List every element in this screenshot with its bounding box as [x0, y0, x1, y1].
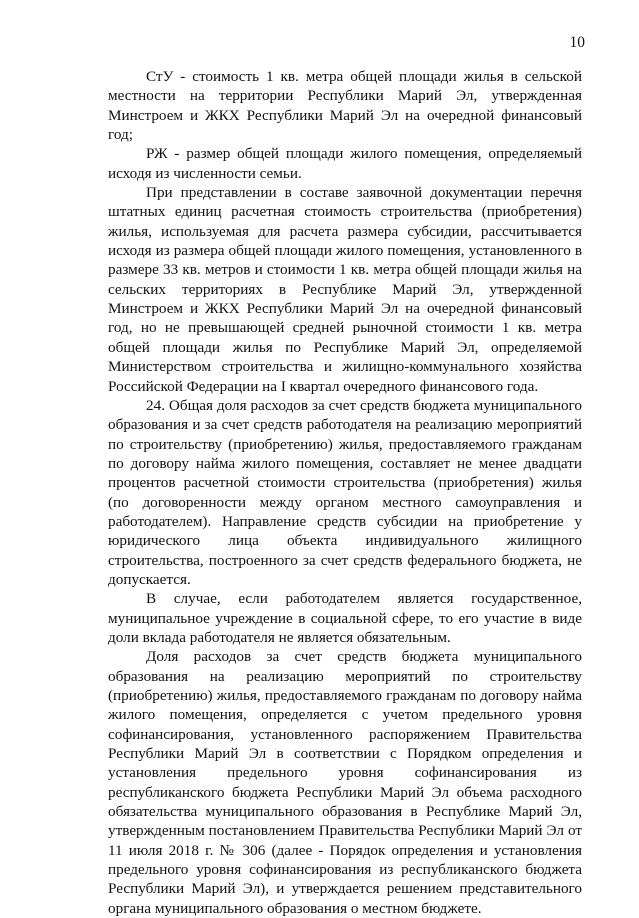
paragraph-rzh-definition: РЖ - размер общей площади жилого помещения, определяемый исходя из численности семьи. [108, 145, 582, 182]
page-number: 10 [569, 34, 585, 51]
paragraph-stu-definition: СтУ - стоимость 1 кв. метра общей площади жилья в сельской местности на территории Республики Марий Эл, утвержденная Минстроем и ЖКХ Республики Марий Эл на очередной финансовый год; [108, 68, 582, 144]
paragraph-municipal-share: Доля расходов за счет средств бюджета муниципального образования на реализацию мероприятий по строительству (приобретению) жилья, предоставляемого гражданам по договору найма жилого помещения, определяется с учетом предельного уровня софинансирования, установленного распоряжением Правительства Республики Марий Эл в соответствии с Порядком определения и установления предельного уровня софинансирования из республиканского бюджета Республики Марий Эл объема расходного обязательства муниципального образования в Республике Марий Эл, утвержденным постановлением Правительства Республики Марий Эл от 11 июля 2018 г. № 306 (далее - Порядок определения и установления предельного уровня софинансирования из республиканского бюджета Республики Марий Эл), и утверждается решением представительного органа муниципального образования о местном бюджете. [108, 648, 582, 917]
paragraph-clause-24: 24. Общая доля расходов за счет средств бюджета муниципального образования и за счет средств работодателя на реализацию мероприятий по строительству (приобретению) жилья, предоставляемого гражданам по договору найма жилого помещения, составляет не менее двадцати процентов расчетной стоимости строительства (приобретения) жилья (по договоренности между органом местного самоуправления и работодателем). Направление средств субсидии на приобретение у юридического лица объекта индивидуального жилищного строительства, построенного за счет средств федерального бюджета, не допускается. [108, 396, 582, 588]
paragraph-staff-calculation: При представлении в составе заявочной документации перечня штатных единиц расчетная стоимость строительства (приобретения) жилья, используемая для расчета размера субсидии, рассчитывается исходя из размера общей площади жилого помещения, установленного в размере 33 кв. метров и стоимости 1 кв. метра общей площади жилья на сельских территориях в Республике Марий Эл, утвержденной Минстроем и ЖКХ Республики Марий Эл на очередной финансовый год, но не превышающей средней рыночной стоимости 1 кв. метра общей площади жилья по Республике Марий Эл, определяемой Министерством строительства и жилищно-коммунального хозяйства Российской Федерации на I квартал очередного финансового года. [108, 184, 582, 395]
document-body [108, 67, 582, 918]
paragraph-state-employer: В случае, если работодателем является государственное, муниципальное учреждение в социальной сфере, то его участие в виде доли вклада работодателя не является обязательным. [108, 590, 582, 646]
